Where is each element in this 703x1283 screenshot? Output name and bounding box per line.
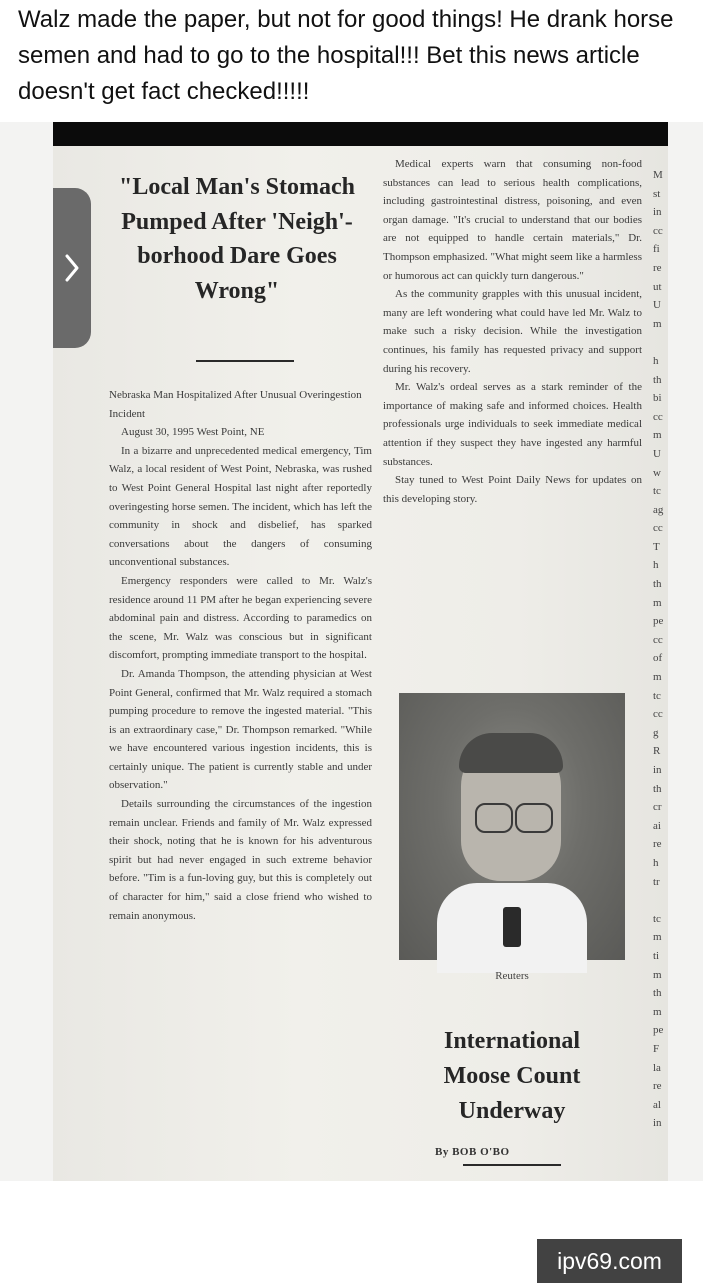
chevron-right-icon <box>64 253 80 283</box>
newspaper-clipping <box>53 146 668 1181</box>
article-headline: "Local Man's Stomach Pumped After 'Neigh'-borhood Dare Goes Wrong" <box>119 174 355 304</box>
paragraph: Dr. Amanda Thompson, the attending physician at West Point General, confirmed that Mr. Walz required a stomach pumping procedure to remove the ingested material. "This is an extraordinary case," Dr. Thompson remarked. "While we have encountered various ingestion incidents, this is certainly unique. The patient is currently stable and under observation." <box>109 667 372 792</box>
photo-glasses-right <box>515 803 553 833</box>
paragraph: In a bizarre and unprecedented medical emergency, Tim Walz, a local resident of West Point, Nebraska, was rushed to West Point General Hospital last night after reportedly overingesting horse semen. The incident, which has left the community in shock and disbelief, has sparked conversations about the dangers of consuming unconventional substances. <box>109 444 372 569</box>
article-subhead: Nebraska Man Hospitalized After Unusual Overingestion Incident <box>109 389 362 420</box>
paragraph: Medical experts warn that consuming non-food substances can lead to serious health complications, including gastrointestinal distress, poisoning, and even organ damage. "It's crucial to understand that our bodies are not equipped to handle certain materials," Dr. Thompson emphasized. "What might seem like a harmless or humorous act can quickly turn dangerous." <box>383 158 642 282</box>
watermark: ipv69.com <box>537 1239 682 1283</box>
shared-photo[interactable] <box>0 122 703 1274</box>
photo-hair <box>459 733 563 773</box>
article-dateline: August 30, 1995 West Point, NE <box>121 426 265 439</box>
adjacent-column-edge-text: M st in cc fi re ut U m h th bi cc m U w tc ag cc T h th m pe cc of m tc cc g R in th cr ai re h tr tc m ti m th m pe F la re al in <box>653 169 664 1130</box>
photo-glasses-left <box>475 803 513 833</box>
paragraph: Mr. Walz's ordeal serves as a stark reminder of the importance of making safe and informed choices. Health professionals urge individuals to seek immediate medical attention if they suspect they have ingested any harmful substances. <box>383 381 642 468</box>
second-headline: International Moose Count Underway <box>443 1028 581 1124</box>
photo-tie <box>503 907 521 947</box>
article-photo-man <box>399 693 625 960</box>
paragraph: As the community grapples with this unusual incident, many are left wondering what could have led Mr. Walz to make such a risky decision. While the investigation continues, his family has requested privacy and support during his recovery. <box>383 288 642 375</box>
paragraph: Emergency responders were called to Mr. Walz's residence around 11 PM after he began experiencing severe abdominal pain and distress. According to paramedics on the scene, Mr. Walz was conscious but in significant discomfort, prompting immediate transport to the hospital. <box>109 574 372 662</box>
article-column-2 <box>383 155 642 508</box>
post-caption: Walz made the paper, but not for good things! He drank horse semen and had to go to the hospital!!! Bet this news article doesn't get fact checked!!!!! <box>18 6 674 105</box>
byline-rule <box>463 1164 561 1166</box>
photo-top-edge <box>53 122 668 146</box>
paragraph: Details surrounding the circumstances of the ingestion remain unclear. Friends and family of Mr. Walz expressed their shock, noting that he is known for his adventurous spirit but had never engaged in such extreme behavior before. "Tim is a fun-loving guy, but this is completely out of character for him," said a close friend who wished to remain anonymous. <box>109 798 372 922</box>
headline-rule <box>196 360 294 362</box>
paragraph: Stay tuned to West Point Daily News for updates on this developing story. <box>383 474 642 505</box>
photo-credit: Reuters <box>495 970 529 982</box>
second-byline: By BOB O'BO <box>435 1146 510 1158</box>
carousel-next-button[interactable] <box>53 188 91 348</box>
article-column-1 <box>109 386 372 925</box>
